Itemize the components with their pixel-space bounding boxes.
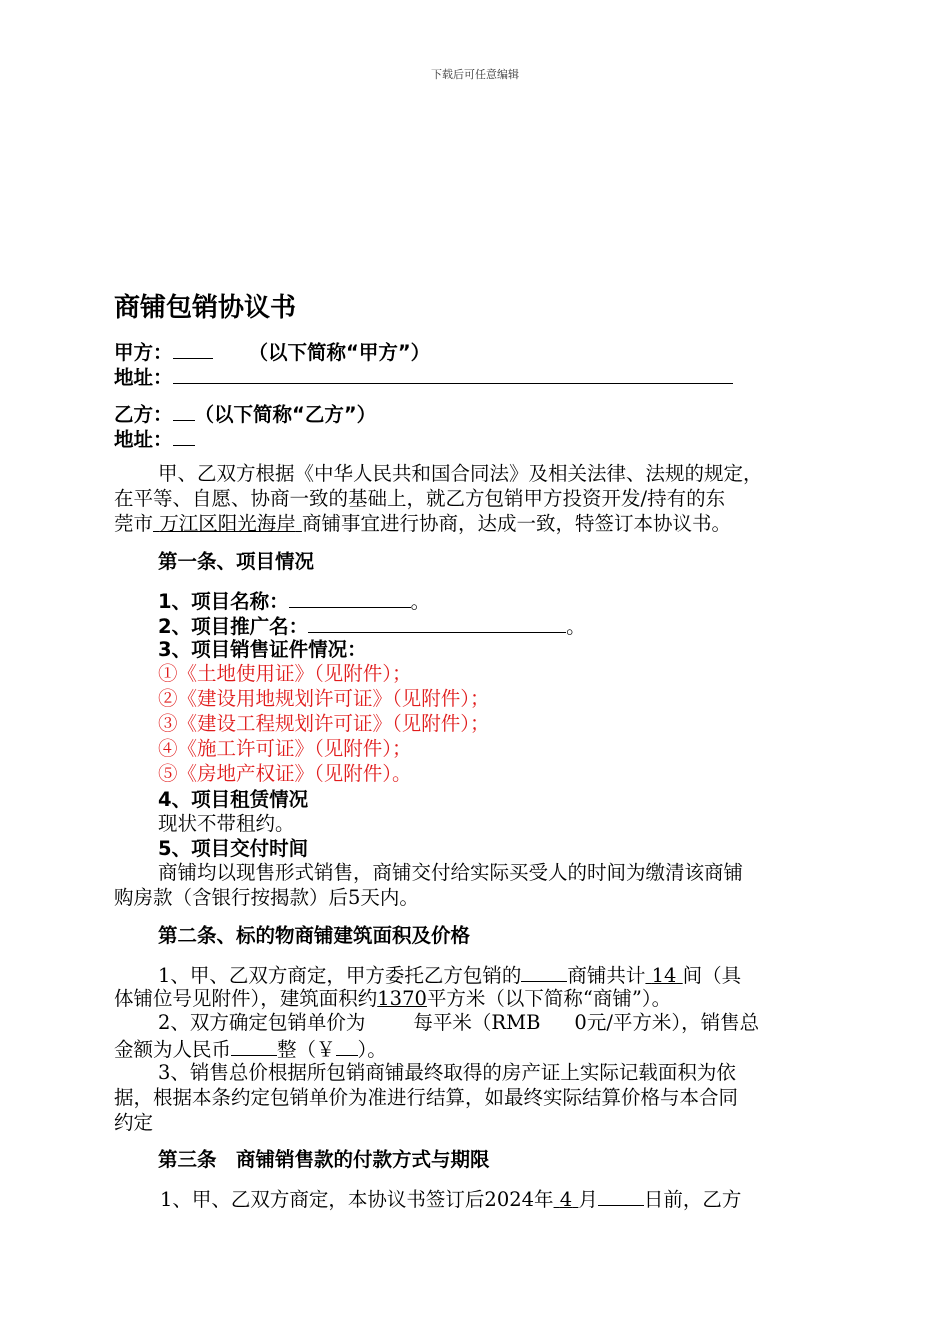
cert-label: 3、项目销售证件情况： (158, 638, 367, 661)
art3-p1-line-1 (160, 1185, 741, 1212)
art2-p3-line-1: 3、销售总价根据所包销商铺最终取得的房产证上实际记载面积为依 (158, 1061, 736, 1084)
total-amount-figure-blank (336, 1035, 358, 1056)
intro-line-1: 甲、乙双方根据《中华人民共和国合同法》及相关法律、法规的规定， (158, 462, 763, 485)
project-promo-line (158, 612, 586, 639)
intro-tail: 商铺事宜进行协商，达成一致，特签订本协议书。 (301, 512, 731, 535)
project-name-line (158, 587, 430, 614)
art2-p1d: 体铺位号见附件），建筑面积约 (114, 987, 378, 1010)
party-b-label: 乙方： (114, 403, 173, 426)
art3-p1a: 1、甲、乙双方商定，本协议书签订后2024年 (160, 1188, 554, 1211)
project-promo-blank (308, 612, 566, 633)
party-b-address-label: 地址： (114, 428, 173, 451)
delivery-line-1: 商铺均以现售形式销售，商铺交付给实际买受人的时间为缴清该商铺 (158, 861, 744, 884)
party-a-line (114, 338, 430, 365)
article-3-heading: 第三条 商铺销售款的付款方式与期限 (158, 1148, 490, 1171)
art2-p2e: 整（￥ (277, 1038, 336, 1061)
total-amount-blank (231, 1035, 277, 1056)
art2-p1-line-1 (158, 961, 741, 988)
payment-month: 4 (559, 1188, 573, 1211)
payment-day-blank (598, 1185, 644, 1206)
art2-shop-blank (521, 961, 567, 982)
party-a-label: 甲方： (114, 341, 173, 364)
project-name-blank (289, 587, 411, 608)
party-b-address-line (114, 425, 195, 452)
delivery-line-2: 购房款（含银行按揭款）后5天内。 (114, 886, 419, 909)
party-a-address-blank (173, 363, 733, 384)
art3-p1c: 日前，乙方 (643, 1188, 742, 1211)
art2-p1b: 商铺共计 (567, 964, 646, 987)
party-b-blank (173, 400, 195, 421)
art2-p2-line-2 (114, 1035, 387, 1062)
intro-line-3 (114, 511, 731, 536)
article-1-heading: 第一条、项目情况 (158, 550, 315, 573)
project-promo-label: 2、项目推广名： (158, 615, 309, 638)
cert-item: ③《建设工程规划许可证》（见附件）； (158, 712, 490, 735)
header-note: 下载后可任意编辑 (431, 68, 519, 81)
lease-label: 4、项目租赁情况 (158, 788, 309, 811)
art2-p2d: 金额为人民币 (114, 1038, 232, 1061)
cert-item: ④《施工许可证》（见附件）； (158, 737, 412, 760)
art2-p2f: ）。 (357, 1038, 387, 1061)
delivery-label: 5、项目交付时间 (158, 837, 309, 860)
party-a-address-line (114, 363, 733, 390)
document-title: 商铺包销协议书 (114, 293, 297, 323)
art2-p3-line-3: 约定 (114, 1111, 154, 1134)
art2-p1-line-2 (114, 986, 671, 1011)
art2-p2a: 2、双方确定包销单价为 (158, 1011, 366, 1034)
article-2-heading: 第二条、标的物商铺建筑面积及价格 (158, 924, 471, 947)
art2-p2c: 0元/平方米），销售总 (574, 1011, 760, 1034)
party-a-address-label: 地址： (114, 366, 173, 389)
project-name-period: 。 (410, 590, 431, 613)
project-promo-period: 。 (566, 615, 586, 638)
art2-p2b: 每平米（RMB (413, 1011, 541, 1034)
cert-item: ⑤《房地产权证》（见附件）。 (158, 762, 412, 785)
party-b-line (114, 400, 376, 427)
cert-item: ①《土地使用证》（见附件）； (158, 662, 412, 685)
party-b-suffix: （以下简称“乙方”） (194, 403, 377, 426)
art2-p1e: 平方米（以下简称“商铺”）。 (426, 987, 672, 1010)
art2-p3-line-2: 据，根据本条约定包销单价为准进行结算，如最终实际结算价格与本合同 (114, 1086, 739, 1109)
building-area: 1370 (377, 987, 427, 1010)
art2-p1c: 间（具 (682, 964, 742, 987)
project-name-label: 1、项目名称： (158, 590, 289, 613)
party-a-suffix: （以下简称“甲方”） (248, 341, 431, 364)
lease-text: 现状不带租约。 (158, 812, 295, 835)
intro-city: 莞市 (114, 512, 154, 535)
shop-count: 14 (651, 964, 677, 987)
cert-item: ②《建设用地规划许可证》（见附件）； (158, 687, 490, 710)
art3-p1b: 月 (578, 1188, 598, 1211)
party-b-address-blank (173, 425, 195, 446)
art2-p1a: 1、甲、乙双方商定，甲方委托乙方包销的 (158, 964, 522, 987)
art2-p2-line-1 (158, 1010, 759, 1035)
intro-district: 万江区阳光海岸 (159, 512, 296, 535)
intro-line-2: 在平等、自愿、协商一致的基础上，就乙方包销甲方投资开发/持有的东 (114, 487, 726, 510)
party-a-blank (173, 338, 213, 359)
